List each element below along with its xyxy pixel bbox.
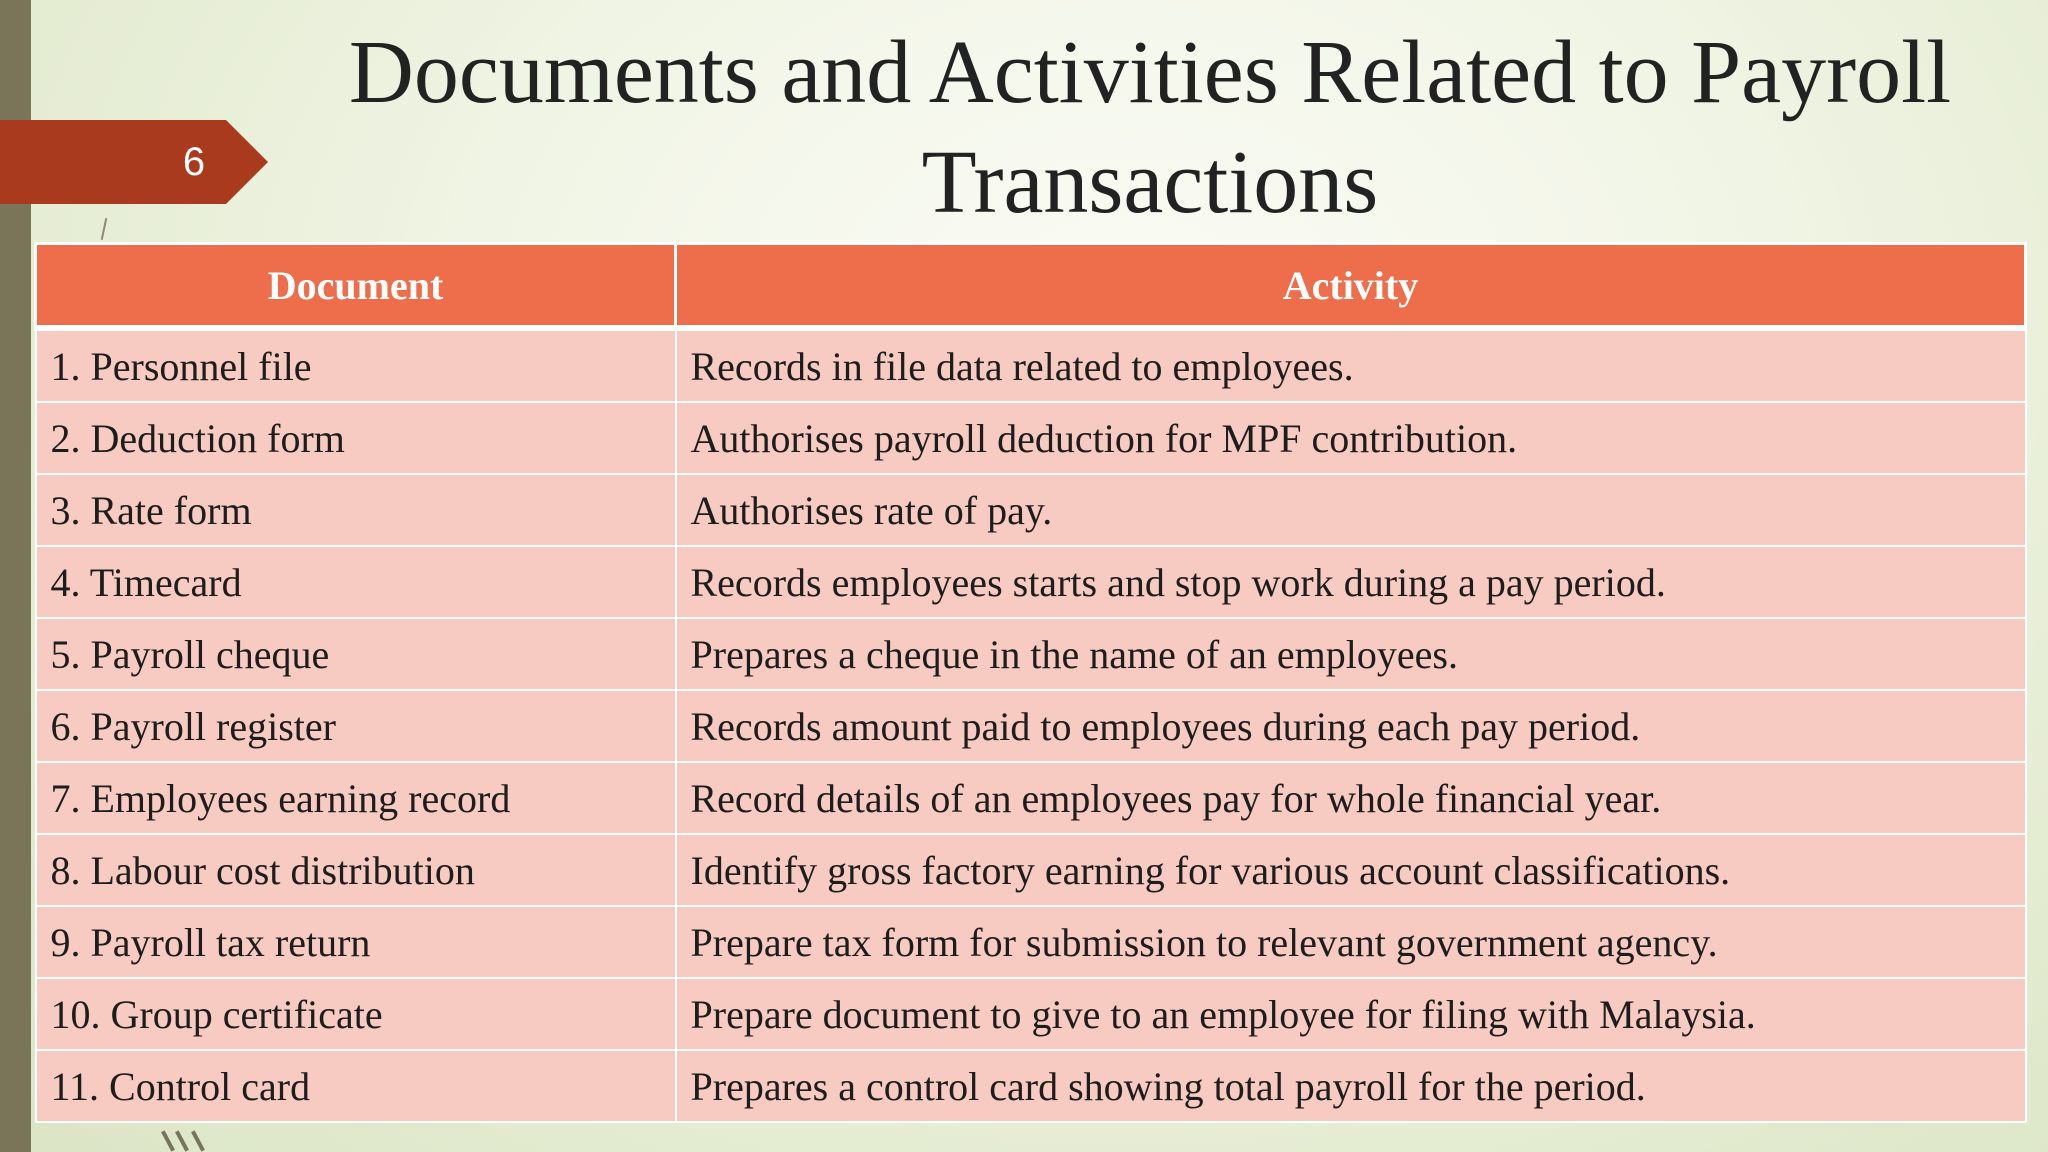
document-cell: 8. Labour cost distribution (36, 834, 676, 906)
activity-cell: Authorises rate of pay. (676, 474, 2026, 546)
document-cell: 6. Payroll register (36, 690, 676, 762)
activity-cell: Prepares a control card showing total payroll for the period. (676, 1050, 2026, 1122)
table-row (36, 1050, 2026, 1122)
table-row (36, 546, 2026, 618)
document-cell: 1. Personnel file (36, 328, 676, 402)
table-row (36, 978, 2026, 1050)
document-cell: 10. Group certificate (36, 978, 676, 1050)
document-cell: 9. Payroll tax return (36, 906, 676, 978)
table-row (36, 328, 2026, 402)
decorative-line (161, 1130, 175, 1151)
document-cell: 11. Control card (36, 1050, 676, 1122)
decorative-line (191, 1130, 205, 1151)
table-row (36, 474, 2026, 546)
activity-cell: Prepares a cheque in the name of an employees. (676, 618, 2026, 690)
table-row (36, 762, 2026, 834)
document-cell: 4. Timecard (36, 546, 676, 618)
payroll-documents-table (34, 242, 2027, 1123)
activity-cell: Record details of an employees pay for whole financial year. (676, 762, 2026, 834)
decorative-line (175, 1130, 189, 1151)
activity-cell: Identify gross factory earning for various account classifications. (676, 834, 2026, 906)
header-document: Document (36, 244, 676, 329)
activity-cell: Records employees starts and stop work during a pay period. (676, 546, 2026, 618)
table-row (36, 402, 2026, 474)
slide-number-tab (0, 120, 268, 204)
table-row (36, 906, 2026, 978)
table-header-row (36, 244, 2026, 329)
slide-number: 6 (182, 140, 206, 184)
activity-cell: Records amount paid to employees during each pay period. (676, 690, 2026, 762)
activity-cell: Authorises payroll deduction for MPF contribution. (676, 402, 2026, 474)
document-cell: 5. Payroll cheque (36, 618, 676, 690)
table-row (36, 690, 2026, 762)
activity-cell: Prepare tax form for submission to relevant government agency. (676, 906, 2026, 978)
slide-title: Documents and Activities Related to Payroll Transactions (348, 23, 1952, 232)
activity-cell: Records in file data related to employees. (676, 328, 2026, 402)
table-row (36, 618, 2026, 690)
payroll-documents-table-wrapper (34, 242, 2024, 1123)
table-row (36, 834, 2026, 906)
document-cell: 3. Rate form (36, 474, 676, 546)
decorative-line (101, 218, 108, 240)
header-activity: Activity (676, 244, 2026, 329)
activity-cell: Prepare document to give to an employee for filing with Malaysia. (676, 978, 2026, 1050)
document-cell: 2. Deduction form (36, 402, 676, 474)
document-cell: 7. Employees earning record (36, 762, 676, 834)
